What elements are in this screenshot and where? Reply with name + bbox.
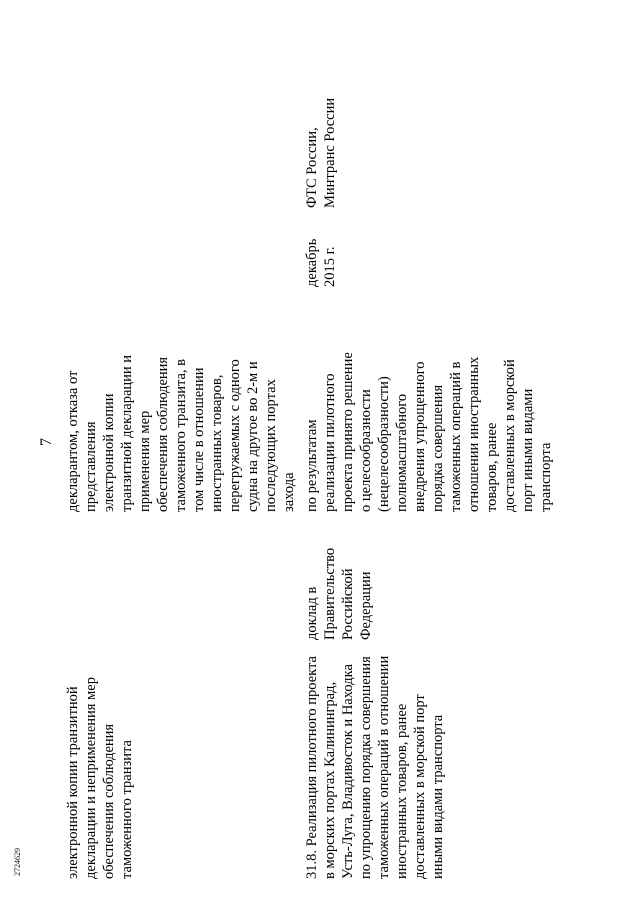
item-description: 31.8. Реализация пилотного проекта в морских портах Калининград, Усть-Луга, Владивосток и Находка по упрощению порядка совершения таможенных операций в отношении иностранных товаров, ранее доставленных в морской порт иными видами транспорта xyxy=(304,655,446,879)
item-output-document: доклад в Правительство Российской Федерации xyxy=(304,547,374,640)
page-number: 7 xyxy=(38,438,55,446)
continuation-col3: декларантом, отказа от представления электронной копии транзитной декларации и применения мер обеспечения соблюдения таможенного транзита, в том числе в отношении иностранных товаров, перегружаемых с одного судна на другое во 2-м и последующих портах захода xyxy=(65,354,297,512)
continuation-col1: электронной копии транзитной декларации и неприменения мер обеспечения соблюдения таможенного транзита xyxy=(65,677,135,879)
item-expected-result: по результатам реализации пилотного проекта принято решение о целесообразности (нецелесообразности) полномасштабного внедрения упрощенного порядка совершения таможенных операций в отношении иностранных товаров, ранее доставленных в морской порт иными видами транспорта xyxy=(304,352,554,512)
item-deadline: декабрь 2015 г. xyxy=(304,238,338,287)
item-responsible: ФТС России, Минтранс России xyxy=(304,97,338,208)
document-id: 2724629 xyxy=(13,848,22,876)
